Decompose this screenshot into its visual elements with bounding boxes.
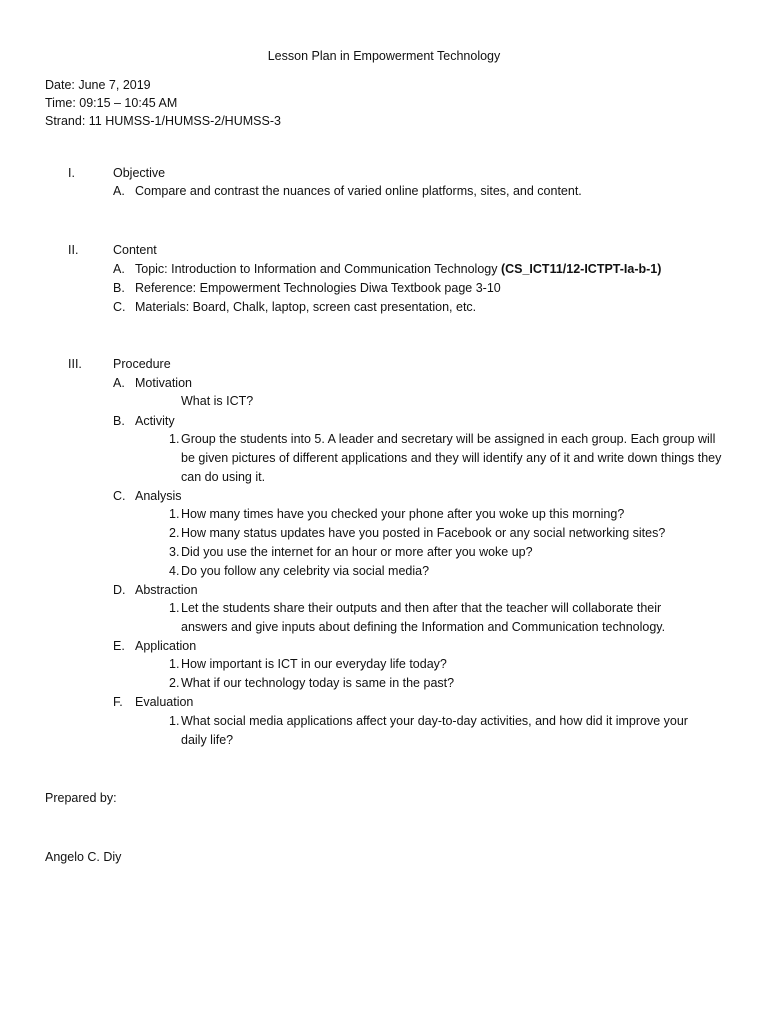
analysis-num-3: 3. [169, 545, 180, 559]
content-topic-text: Topic: Introduction to Information and Communication Technology [135, 262, 501, 276]
time-line: Time: 09:15 – 10:45 AM [45, 96, 178, 110]
content-numeral: II. [68, 243, 79, 257]
objective-letter-a: A. [113, 184, 125, 198]
procedure-heading: Procedure [113, 357, 171, 371]
evaluation-num-1: 1. [169, 714, 180, 728]
motivation-question: What is ICT? [181, 394, 254, 408]
activity-item-1: Group the students into 5. A leader and secretary will be assigned in each group. Each group will be given pictures of different applications and they will identify any of it and write down things they can do using it. [181, 432, 722, 484]
analysis-num-1: 1. [169, 507, 180, 521]
motivation-letter: A. [113, 376, 125, 390]
activity-label: Activity [135, 414, 175, 428]
application-letter: E. [113, 639, 125, 653]
content-letter-a: A. [113, 262, 125, 276]
content-item-topic [135, 260, 661, 279]
evaluation-item-1: What social media applications affect your day-to-day activities, and how did it improve your daily life? [181, 714, 688, 747]
analysis-item-3: Did you use the internet for an hour or more after you woke up? [181, 545, 533, 559]
preparer-name: Angelo C. Diy [45, 850, 122, 864]
objective-heading: Objective [113, 166, 166, 180]
strand-line: Strand: 11 HUMSS-1/HUMSS-2/HUMSS-3 [45, 114, 281, 128]
activity-letter: B. [113, 414, 125, 428]
analysis-letter: C. [113, 489, 126, 503]
content-item-materials: Materials: Board, Chalk, laptop, screen cast presentation, etc. [135, 300, 477, 314]
motivation-label: Motivation [135, 376, 192, 390]
objective-numeral: I. [68, 166, 75, 180]
abstraction-item-1: Let the students share their outputs and then after that the teacher will collaborate their answers and give inputs about defining the Information and Communication technology. [181, 601, 666, 634]
abstraction-num-1: 1. [169, 601, 180, 615]
content-letter-b: B. [113, 281, 125, 295]
evaluation-label: Evaluation [135, 695, 194, 709]
application-num-1: 1. [169, 657, 180, 671]
analysis-label: Analysis [135, 489, 182, 503]
procedure-numeral: III. [68, 357, 82, 371]
application-item-1: How important is ICT in our everyday life today? [181, 657, 447, 671]
prepared-by-label: Prepared by: [45, 791, 117, 805]
abstraction-label: Abstraction [135, 583, 198, 597]
content-heading: Content [113, 243, 157, 257]
activity-num-1: 1. [169, 432, 180, 446]
application-num-2: 2. [169, 676, 180, 690]
analysis-item-2: How many status updates have you posted in Facebook or any social networking sites? [181, 526, 666, 540]
date-line: Date: June 7, 2019 [45, 78, 151, 92]
objective-item-a: Compare and contrast the nuances of varied online platforms, sites, and content. [135, 184, 582, 198]
abstraction-letter: D. [113, 583, 126, 597]
analysis-item-1: How many times have you checked your phone after you woke up this morning? [181, 507, 625, 521]
application-item-2: What if our technology today is same in the past? [181, 676, 455, 690]
analysis-num-2: 2. [169, 526, 180, 540]
document-title: Lesson Plan in Empowerment Technology [267, 49, 501, 63]
content-item-reference: Reference: Empowerment Technologies Diwa Textbook page 3-10 [135, 281, 501, 295]
analysis-item-4: Do you follow any celebrity via social media? [181, 564, 430, 578]
content-letter-c: C. [113, 300, 126, 314]
application-label: Application [135, 639, 197, 653]
content-topic-code: (CS_ICT11/12-ICTPT-Ia-b-1) [500, 262, 662, 276]
evaluation-letter: F. [113, 695, 123, 709]
analysis-num-4: 4. [169, 564, 180, 578]
